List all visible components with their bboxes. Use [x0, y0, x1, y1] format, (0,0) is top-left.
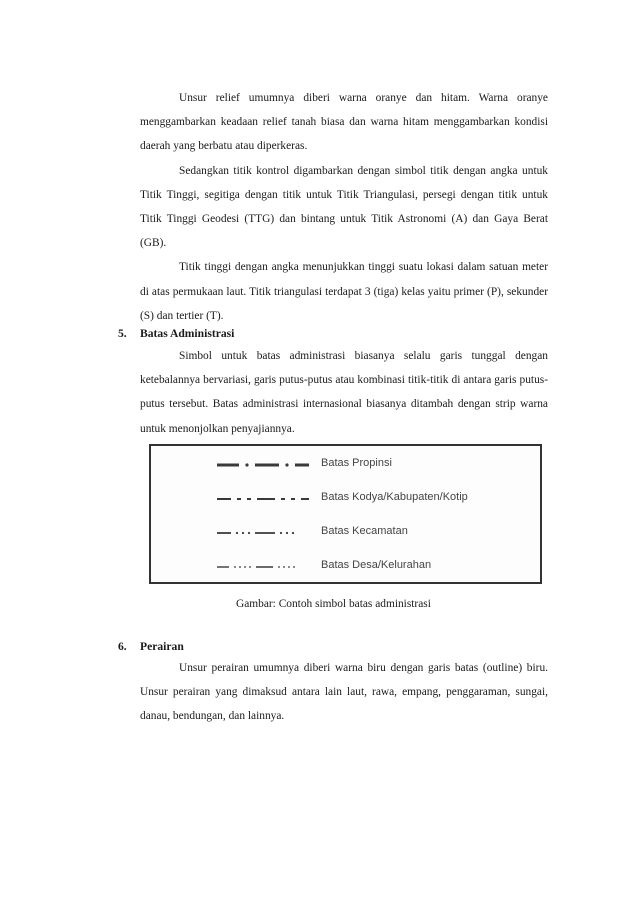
section-6-title: Perairan: [140, 640, 184, 653]
legend-row-propinsi: [151, 454, 540, 478]
relief-section: [140, 86, 548, 328]
kecamatan-line-symbol: [217, 528, 309, 538]
legend-row-kabupaten: [151, 488, 540, 512]
admin-boundary-legend: [149, 444, 542, 584]
control-point-paragraph: Sedangkan titik kontrol digambarkan dengan simbol titik dengan angka untuk Titik Tinggi, segitiga dengan titik untuk Titik Triangulasi, persegi dengan titik untuk Titik Tinggi Geodesi (TTG) dan bintang untuk Titik Astronomi (A) dan Gaya Berat (GB).: [140, 164, 548, 250]
elevation-paragraph: Titik tinggi dengan angka menunjukkan tinggi suatu lokasi dalam satuan meter di atas permukaan laut. Titik triangulasi terdapat 3 (tiga) kelas yaitu primer (P), sekunder (S) dan tertier (T).: [140, 261, 548, 322]
propinsi-line-symbol: [217, 460, 309, 470]
legend-row-desa: [151, 556, 540, 580]
legend-label-propinsi: Batas Propinsi: [321, 457, 392, 469]
figure-caption: Gambar: Contoh simbol batas administrasi: [236, 598, 431, 610]
section-6-number: 6.: [118, 640, 127, 653]
kabupaten-line-symbol: [217, 494, 309, 504]
section-6-body: [140, 656, 548, 729]
section-6-heading: [118, 637, 184, 657]
desa-line-symbol: [217, 562, 309, 572]
legend-label-kecamatan: Batas Kecamatan: [321, 525, 408, 537]
legend-label-desa: Batas Desa/Kelurahan: [321, 559, 432, 571]
section-5-body: [140, 344, 548, 441]
section-5-title: Batas Administrasi: [140, 327, 235, 340]
section-5-heading: [118, 324, 234, 344]
admin-boundary-paragraph: Simbol untuk batas administrasi biasanya selalu garis tunggal dengan ketebalannya bervariasi, garis putus-putus atau kombinasi titik-titik di antara garis putus-putus tersebut. Batas administrasi internasional biasanya ditambah dengan strip warna untuk menonjolkan penyajiannya.: [140, 350, 548, 435]
water-paragraph: Unsur perairan umumnya diberi warna biru dengan garis batas (outline) biru. Unsur perairan yang dimaksud antara lain laut, rawa, empang, penggaraman, sungai, danau, bendungan, dan lainnya.: [140, 662, 548, 723]
section-5-number: 5.: [118, 327, 127, 340]
legend-label-kabupaten: Batas Kodya/Kabupaten/Kotip: [321, 491, 468, 503]
relief-paragraph-1: Unsur relief umumnya diberi warna oranye dan hitam. Warna oranye menggambarkan keadaan relief tanah biasa dan warna hitam menggambarkan kondisi daerah yang berbatu atau diperkeras.: [140, 92, 548, 153]
legend-row-kecamatan: [151, 522, 540, 546]
